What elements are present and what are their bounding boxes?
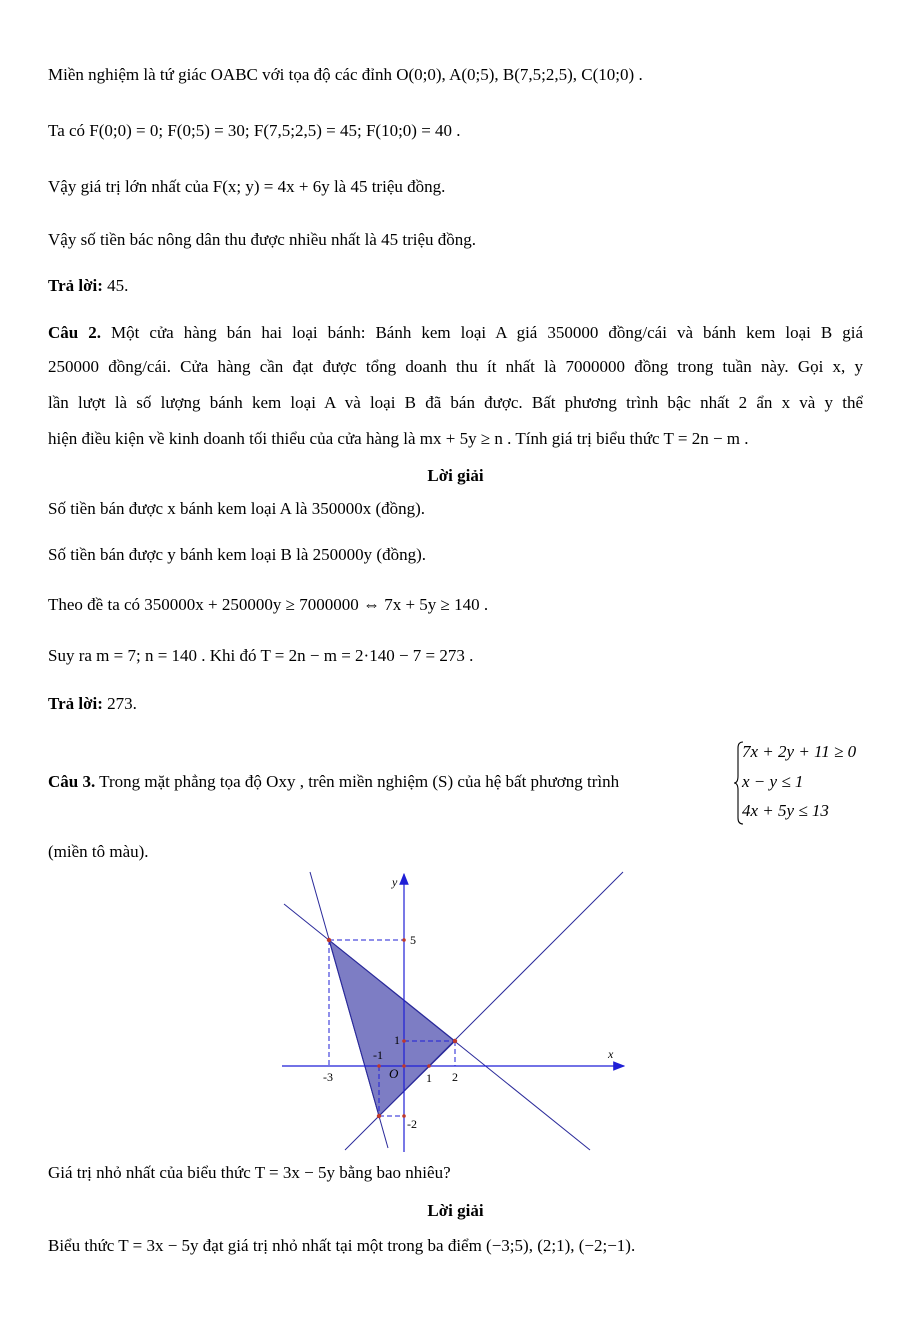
tick-point (402, 938, 406, 942)
solution-final-line: Biểu thức T = 3x − 5y đạt giá trị nhỏ nhất tại một trong ba điểm (−3;5), (2;1), (−2;−1). (48, 1236, 636, 1255)
feasible-region (329, 940, 455, 1116)
tick-label-neg3: -3 (323, 1070, 333, 1084)
tick-label-y-neg2: -2 (407, 1117, 417, 1131)
question-3-tail: (miền tô màu). (48, 842, 149, 861)
question-3-text: Trong mặt phẳng tọa độ Oxy , trên miền nghiệm (S) của hệ bất phương trình (95, 772, 620, 791)
answer-value: 45. (102, 276, 129, 295)
tick-label-1: 1 (426, 1071, 432, 1085)
tick-label-y5: 5 (410, 933, 416, 947)
question-2-line-2: 250000 đồng/cái. Cửa hàng cần đạt được tổng doanh thu ít nhất là 7000000 đồng trong tuần này. Gọi x, y (48, 357, 863, 376)
solution-line-conclusion: Vậy số tiền bác nông dân thu được nhiều nhất là 45 triệu đồng. (48, 230, 476, 249)
tick-point (402, 1039, 406, 1043)
solution-line-region: Miền nghiệm là tứ giác OABC với tọa độ các đỉnh O(0;0), A(0;5), B(7,5;2,5), C(10;0) . (48, 65, 643, 84)
vertex-point (327, 938, 331, 942)
tick-point (427, 1064, 431, 1068)
answer-2 (48, 693, 863, 715)
solution-step-1: Số tiền bán được x bánh kem loại A là 350000x (đồng). (48, 499, 426, 518)
x-axis-label: x (608, 1047, 614, 1061)
solution-step-4: Suy ra m = 7; n = 140 . Khi đó T = 2n − m = 2·140 − 7 = 273 . (48, 646, 474, 665)
inequality-system (734, 740, 874, 826)
answer-value: 273. (102, 694, 137, 713)
vertex-point (453, 1039, 457, 1043)
inequality-3: 4x + 5y ≤ 13 (742, 801, 829, 820)
inequality-1: 7x + 2y + 11 ≥ 0 (742, 742, 857, 761)
question-2-text: Một cửa hàng bán hai loại bánh: Bánh kem loại A giá 350000 đồng/cái và bánh kem loại B giá (101, 323, 864, 342)
answer-label: Trả lời: (48, 694, 103, 713)
question-3-line (48, 771, 711, 793)
tick-label-2: 2 (452, 1070, 458, 1084)
tick-point (402, 1064, 406, 1068)
tick-point (402, 1114, 406, 1118)
solution-heading: Lời giải (427, 466, 484, 485)
question-2-line-3: lần lượt là số lượng bánh kem loại A và loại B đã bán được. Bất phương trình bậc nhất 2 ẩn x và y thể (48, 393, 863, 412)
solution-step-3: Theo đề ta có 350000x + 250000y ≥ 7000000 ⇔ 7x + 5y ≥ 140 . (48, 595, 489, 614)
question-3-prompt: Giá trị nhỏ nhất của biểu thức T = 3x − 5y bằng bao nhiêu? (48, 1163, 451, 1182)
origin-label: O (389, 1066, 399, 1081)
solution-line-values: Ta có F(0;0) = 0; F(0;5) = 30; F(7,5;2,5) = 45; F(10;0) = 40 . (48, 121, 461, 140)
vertex-point (377, 1114, 381, 1118)
tick-label-neg1: -1 (373, 1048, 383, 1062)
question-2-line-1 (48, 322, 863, 344)
y-axis-label: y (392, 875, 398, 889)
question-2-line-4: hiện điều kiện về kinh doanh tối thiểu của cửa hàng là mx + 5y ≥ n . Tính giá trị biểu thức T = 2n − m . (48, 429, 749, 448)
answer-1 (48, 275, 863, 297)
solution-step-2: Số tiền bán được y bánh kem loại B là 250000y (đồng). (48, 545, 426, 564)
solution-heading-2: Lời giải (427, 1201, 484, 1220)
solution-line-max: Vậy giá trị lớn nhất của F(x; y) = 4x + 6y là 45 triệu đồng. (48, 177, 446, 196)
answer-label: Trả lời: (48, 276, 103, 295)
question-2-label: Câu 2. (48, 323, 102, 342)
feasible-region-graph (280, 866, 630, 1154)
tick-point (377, 1064, 381, 1068)
inequality-2: x − y ≤ 1 (742, 772, 804, 791)
tick-label-y1: 1 (394, 1033, 400, 1047)
question-3-label: Câu 3. (48, 772, 96, 791)
